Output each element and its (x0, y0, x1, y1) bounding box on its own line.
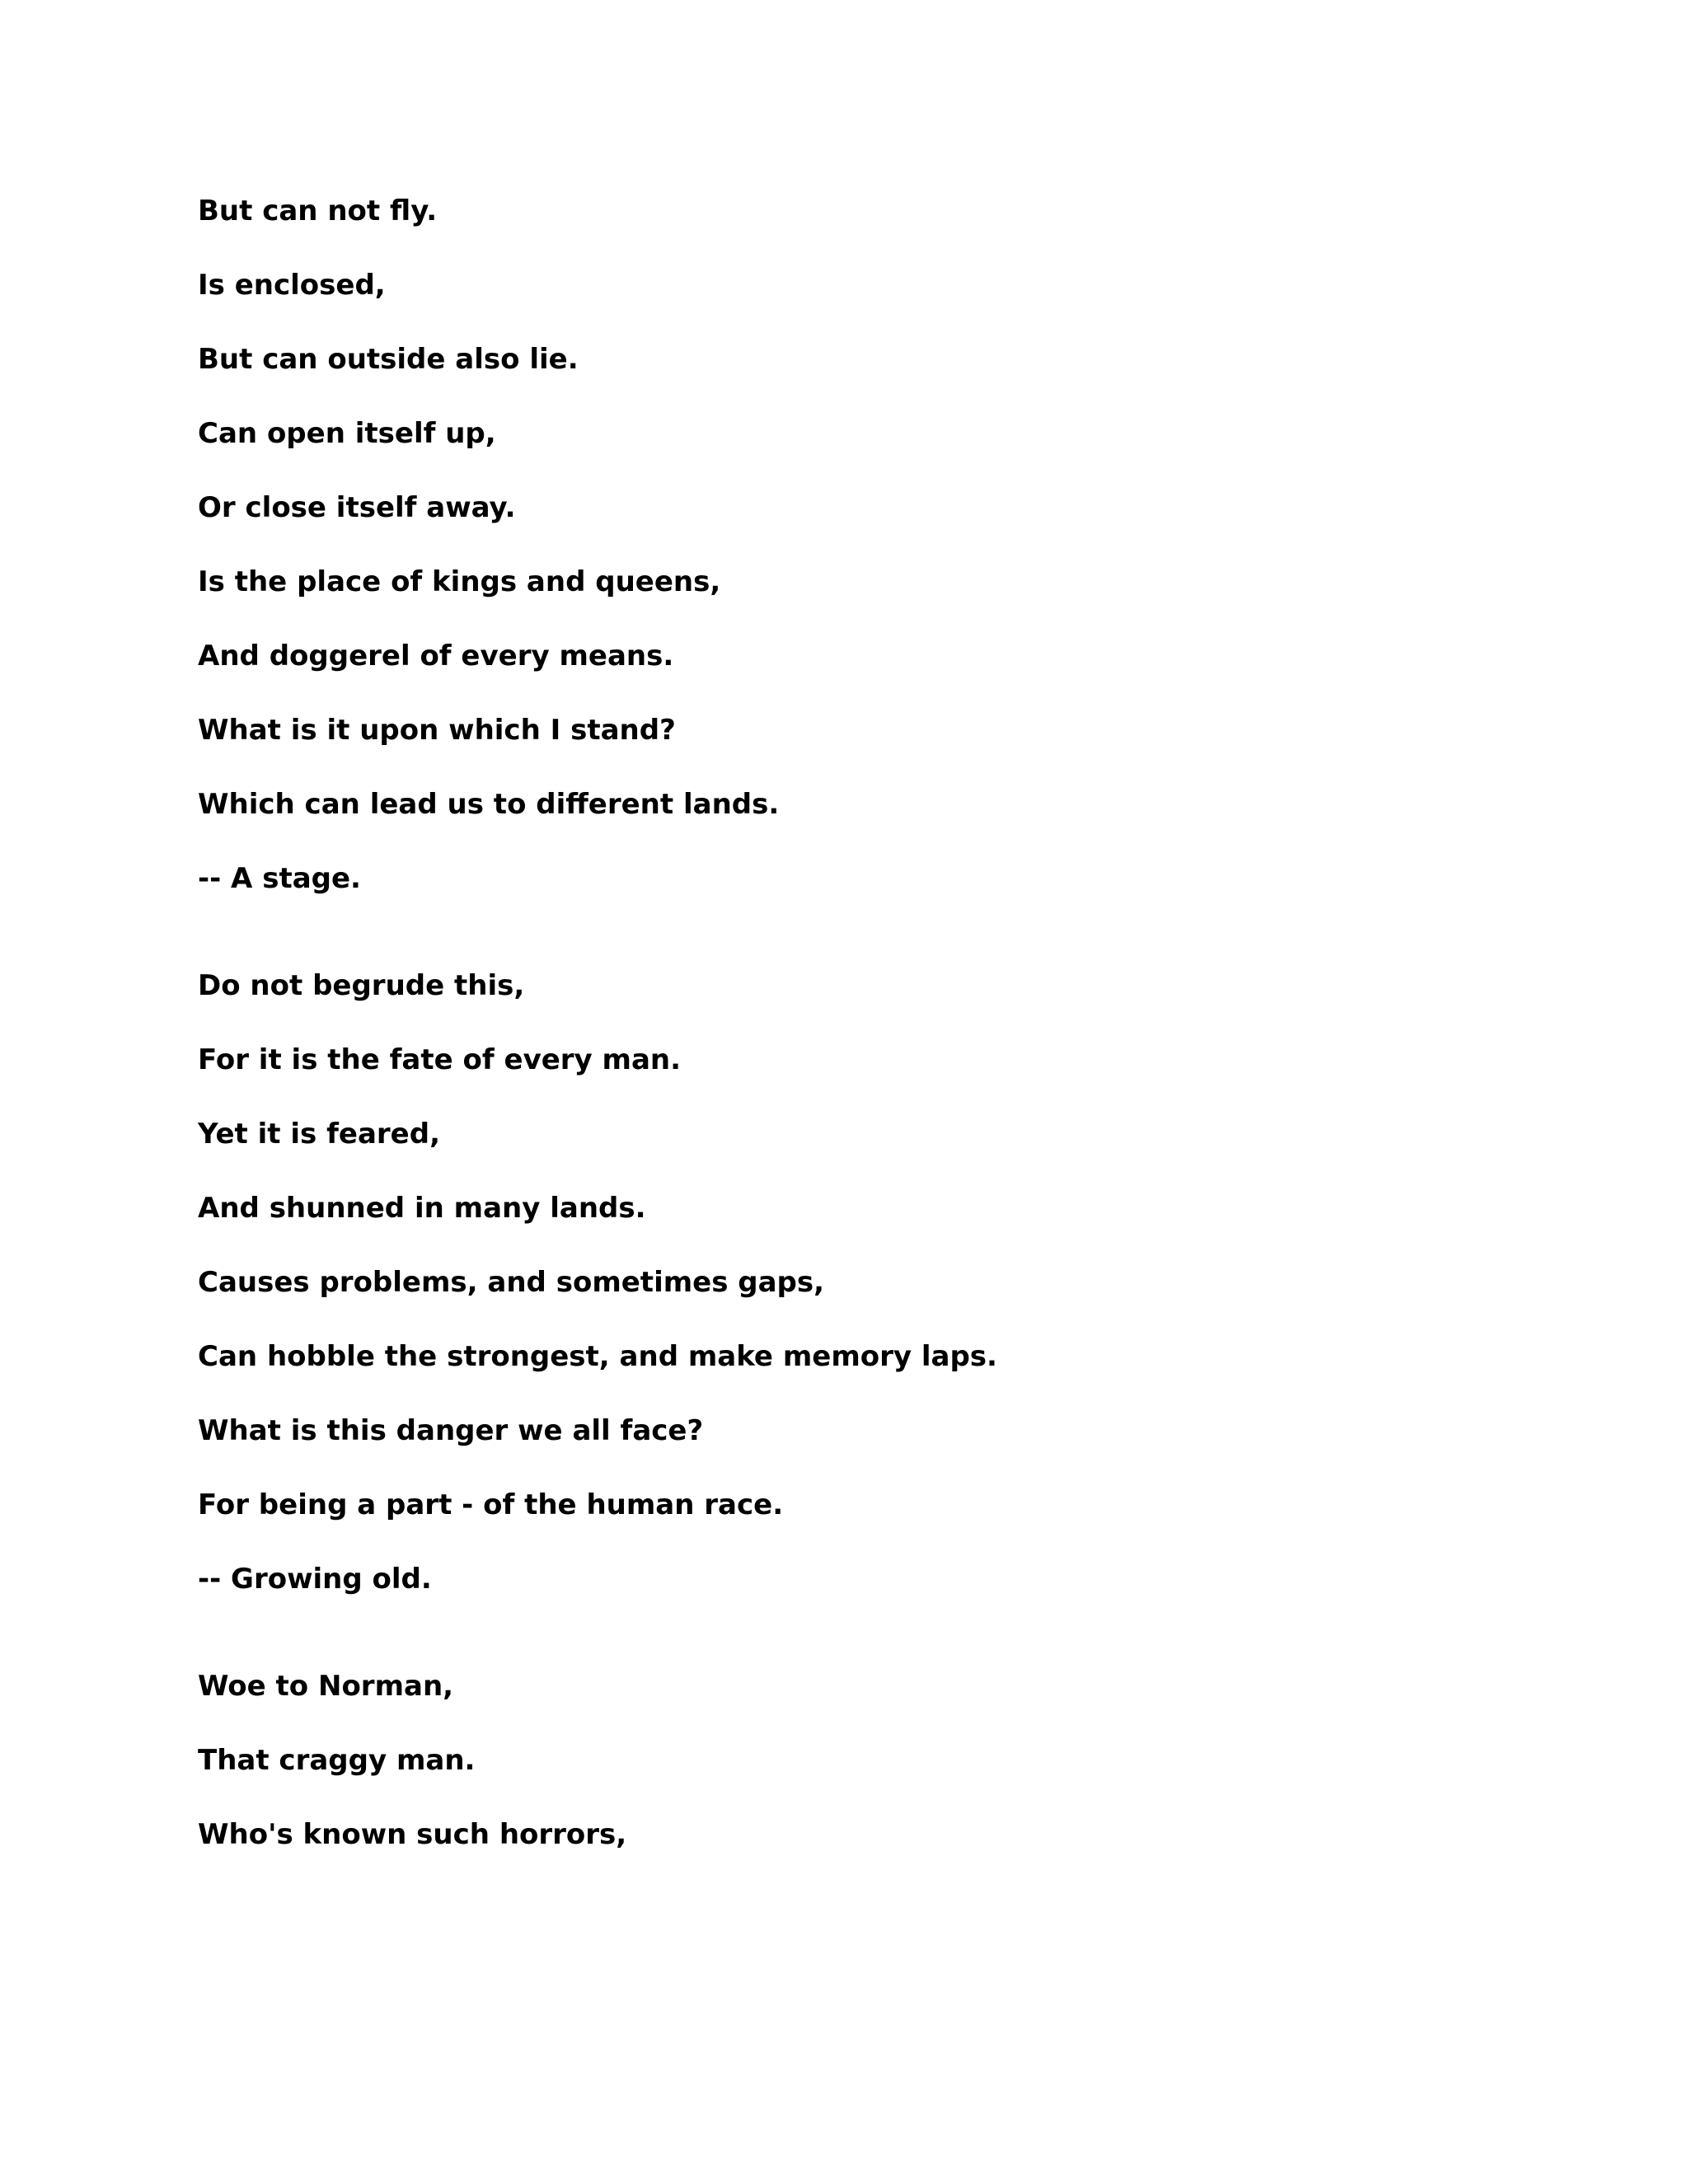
poem-body (198, 194, 1517, 1851)
poem-line: Or close itself away. (198, 491, 516, 524)
poem-line: And shunned in many lands. (198, 1192, 646, 1225)
riddle-answer: -- Growing old. (198, 1563, 432, 1596)
poem-line: What is this danger we all face? (198, 1414, 704, 1447)
poem-line: Causes problems, and sometimes gaps, (198, 1266, 825, 1299)
poem-line: Can open itself up, (198, 417, 496, 450)
poem-line: But can not fly. (198, 194, 438, 227)
poem-line: For it is the fate of every man. (198, 1043, 682, 1076)
poem-line: For being a part - of the human race. (198, 1488, 784, 1521)
poem-line: Is the place of kings and queens, (198, 565, 721, 598)
poem-line: Is enclosed, (198, 269, 386, 302)
stanza-riddle-growing-old (198, 969, 1517, 1596)
poem-line: And doggerel of every means. (198, 640, 674, 673)
poem-line: What is it upon which I stand? (198, 714, 676, 747)
poem-line: Can hobble the strongest, and make memory laps. (198, 1340, 997, 1373)
poem-line: Woe to Norman, (198, 1670, 454, 1703)
poem-line: Yet it is feared, (198, 1118, 440, 1151)
poem-line: But can outside also lie. (198, 343, 579, 376)
poem-line: Who's known such horrors, (198, 1818, 627, 1851)
poem-line: That craggy man. (198, 1744, 476, 1777)
stanza-riddle-stage (198, 194, 1517, 895)
stanza-norman (198, 1670, 1517, 1851)
riddle-answer: -- A stage. (198, 862, 361, 895)
poem-line: Which can lead us to different lands. (198, 788, 780, 821)
poem-line: Do not begrude this, (198, 969, 525, 1002)
